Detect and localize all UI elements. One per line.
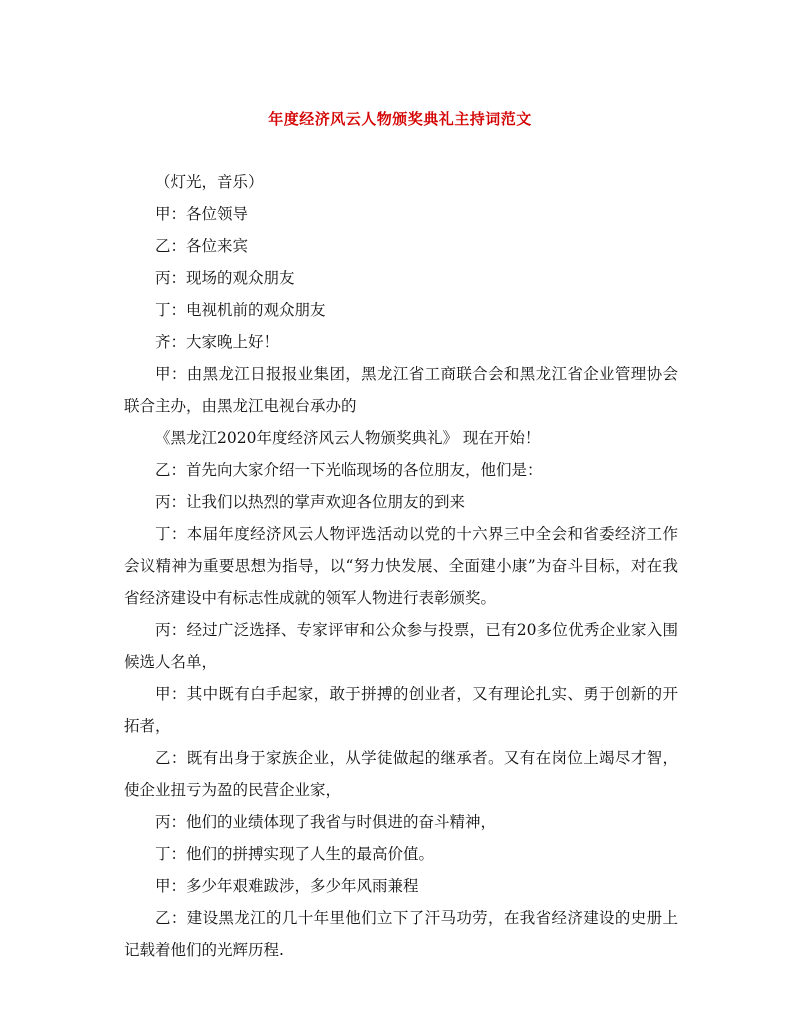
paragraph-ding-tv-audience: 丁：电视机前的观众朋友 (155, 301, 326, 319)
paragraph-ceremony-start: 《黑龙江2020年度经济风云人物颁奖典礼》 现在开始！ (155, 429, 541, 447)
paragraph-jia-pioneers: 甲：其中既有白手起家，敢于拼搏的创业者，又有理论扎实、勇于创新的开拓者， (124, 685, 678, 735)
paragraph-bing-candidates: 丙：经过广泛选择、专家评审和公众参与投票，已有20多位优秀企业家入围候选人名单， (124, 621, 678, 671)
paragraph-jia-organizers: 甲：由黑龙江日报报业集团，黑龙江省工商联合会和黑龙江省企业管理协会联合主办，由黑龙江电视台承办的 (124, 365, 678, 415)
paragraph-ding-value: 丁：他们的拼搏实现了人生的最高价值。 (155, 845, 435, 863)
paragraph-bing-applause: 丙：让我们以热烈的掌声欢迎各位朋友的到来 (155, 493, 466, 511)
paragraph-qi-good-evening: 齐：大家晚上好！ (155, 333, 280, 351)
paragraph-yi-history: 乙：建设黑龙江的几十年里他们立下了汗马功劳，在我省经济建设的史册上记载着他们的光辉历程. (124, 909, 678, 959)
paragraph-ding-selection-purpose: 丁：本届年度经济风云人物评选活动以党的十六界三中全会和省委经济工作会议精神为重要思想为指导，以“努力快发展、全面建小康”为奋斗目标，对在我省经济建设中有标志性成就的领军人物进行表彰颁奖。 (124, 525, 678, 607)
paragraph-jia-hardships: 甲：多少年艰难跋涉，多少年风雨兼程 (155, 877, 419, 895)
paragraph-yi-introduce: 乙：首先向大家介绍一下光临现场的各位朋友，他们是： (155, 461, 543, 479)
document-body (124, 166, 678, 966)
paragraph-yi-successors: 乙：既有出身于家族企业，从学徒做起的继承者。又有在岗位上竭尽才智，使企业扭亏为盈的民营企业家， (124, 749, 678, 799)
paragraph-bing-audience: 丙：现场的观众朋友 (155, 269, 295, 287)
paragraph-yi-guests: 乙：各位来宾 (155, 237, 249, 255)
document-title: 年度经济风云人物颁奖典礼主持词范文 (268, 110, 532, 128)
paragraph-lighting-music: （灯光，音乐） (155, 173, 264, 191)
paragraph-jia-leaders: 甲：各位领导 (155, 205, 249, 223)
paragraph-bing-spirit: 丙：他们的业绩体现了我省与时俱进的奋斗精神， (155, 813, 497, 831)
